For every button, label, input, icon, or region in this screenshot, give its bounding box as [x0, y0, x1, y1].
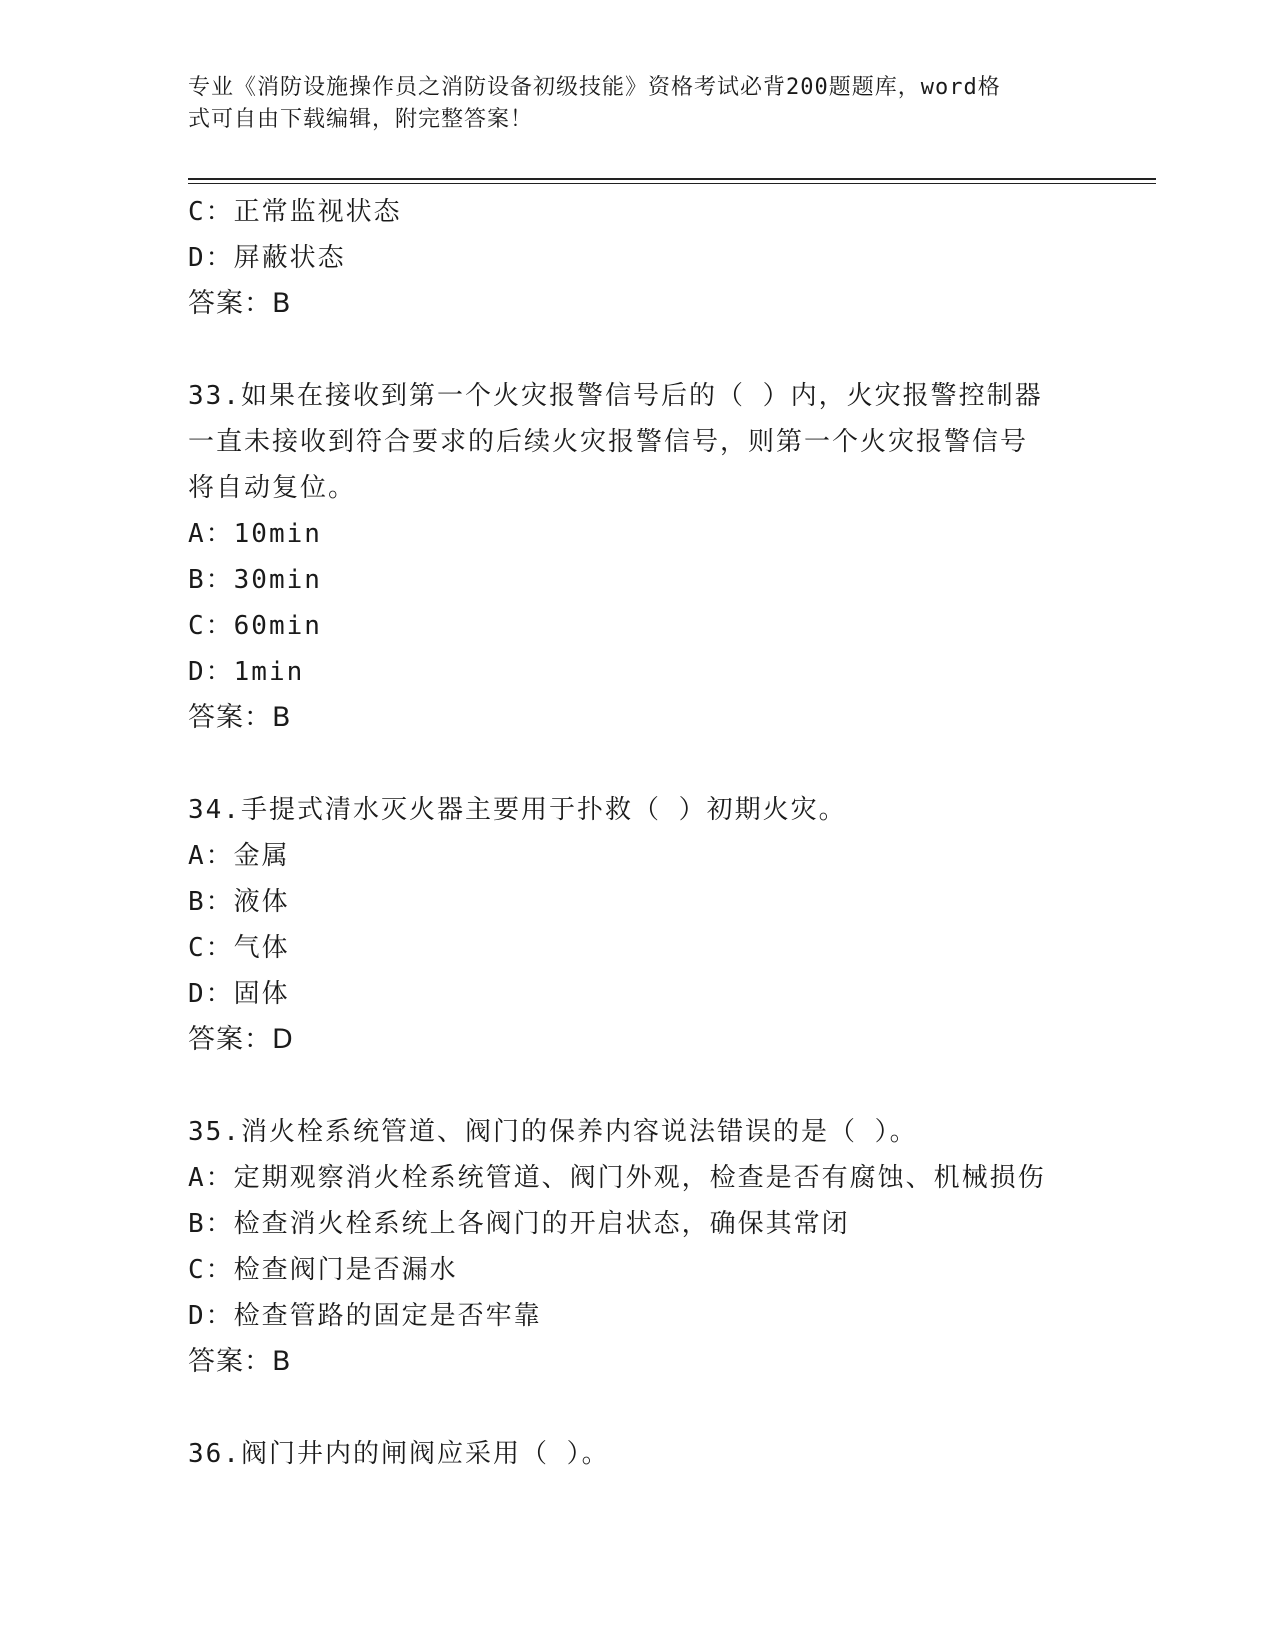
answer-line: 答案：B — [188, 288, 292, 319]
option-b: B：液体 — [188, 887, 290, 917]
question-stem-line: 35.消火栓系统管道、阀门的保养内容说法错误的是（ ）。 — [188, 1117, 918, 1147]
question-36 — [188, 1431, 1128, 1477]
option-c: C：气体 — [188, 933, 290, 963]
option-d: D：检查管路的固定是否牢靠 — [188, 1301, 542, 1331]
question-gap — [188, 741, 1128, 787]
question-gap — [188, 1063, 1128, 1109]
question-34 — [188, 787, 1128, 1063]
question-35 — [188, 1109, 1128, 1385]
option-b: B：检查消火栓系统上各阀门的开启状态，确保其常闭 — [188, 1209, 850, 1239]
answer-line: 答案：D — [188, 1024, 294, 1055]
question-stem-line: 36.阀门井内的闸阀应采用（ ）。 — [188, 1439, 610, 1469]
option-c: C：正常监视状态 — [188, 197, 402, 227]
answer-line: 答案：B — [188, 702, 292, 733]
header-line-1: 专业《消防设施操作员之消防设备初级技能》资格考试必背200题题库，word格 — [188, 75, 1001, 100]
option-c: C：60min — [188, 611, 322, 641]
header-line-2: 式可自由下载编辑，附完整答案！ — [188, 107, 534, 132]
question-stem-line: 33.如果在接收到第一个火灾报警信号后的（ ）内，火灾报警控制器 — [188, 381, 1043, 411]
header-divider — [188, 178, 1156, 180]
prev-question-tail — [188, 189, 1128, 327]
option-a: A：金属 — [188, 841, 290, 871]
option-d: D：固体 — [188, 979, 290, 1009]
question-33 — [188, 373, 1128, 741]
option-d: D：屏蔽状态 — [188, 243, 346, 273]
header-divider-thin — [188, 183, 1156, 184]
option-b: B：30min — [188, 565, 322, 595]
option-d: D：1min — [188, 657, 305, 687]
option-a: A：10min — [188, 519, 322, 549]
answer-line: 答案：B — [188, 1346, 292, 1377]
question-gap — [188, 1385, 1128, 1431]
question-stem-line: 将自动复位。 — [188, 473, 357, 503]
question-stem-line: 一直未接收到符合要求的后续火灾报警信号，则第一个火灾报警信号 — [188, 427, 1029, 457]
question-stem-line: 34.手提式清水灭火器主要用于扑救（ ）初期火灾。 — [188, 795, 847, 825]
option-c: C：检查阀门是否漏水 — [188, 1255, 458, 1285]
document-body — [188, 189, 1128, 1477]
option-a: A：定期观察消火栓系统管道、阀门外观，检查是否有腐蚀、机械损伤 — [188, 1163, 1046, 1193]
question-gap — [188, 327, 1128, 373]
document-header — [188, 72, 1088, 136]
